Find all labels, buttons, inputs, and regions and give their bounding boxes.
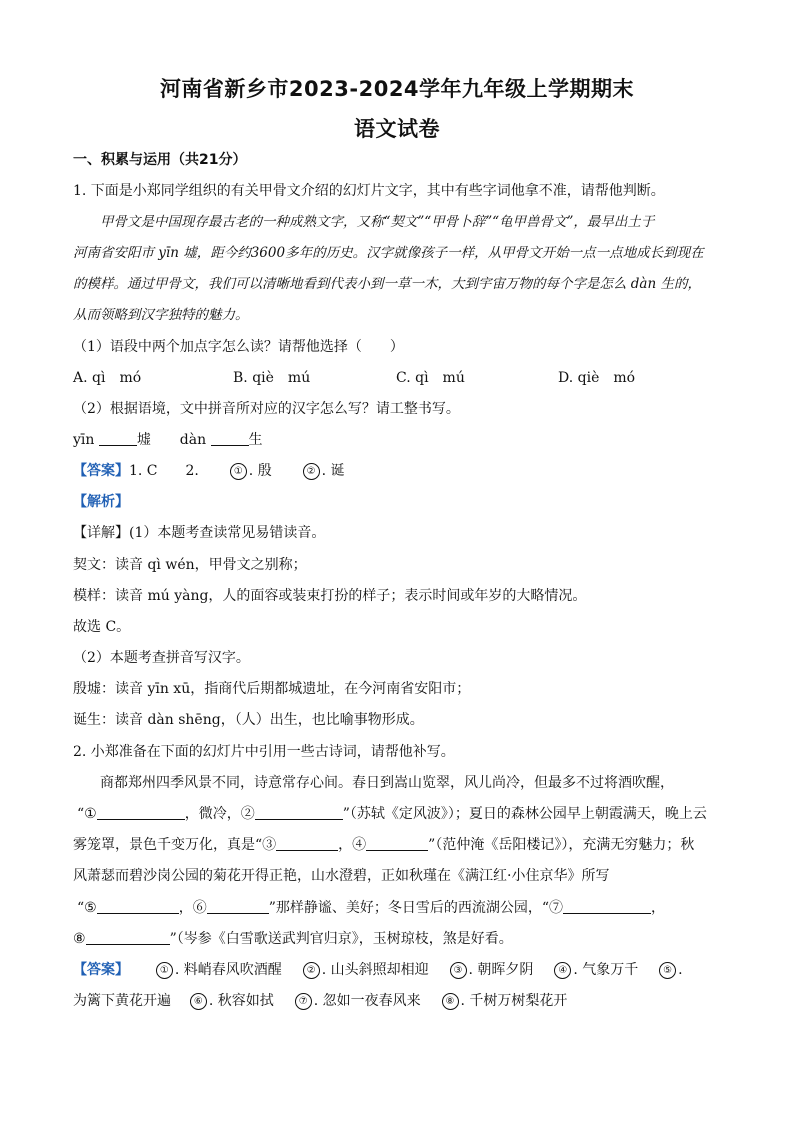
page-subtitle: 语文试卷 xyxy=(354,117,440,141)
answer-tag: 【答案】 xyxy=(73,962,129,978)
q2-text: “① xyxy=(77,806,97,822)
detail-line: （2）本题考查拼音写汉字。 xyxy=(73,650,250,666)
q2-answer xyxy=(73,960,725,980)
answer-tag: 【答案】 xyxy=(73,463,129,479)
fill-a-char: 墟 xyxy=(136,432,151,448)
q2-text: ， xyxy=(651,900,666,916)
blank-3[interactable] xyxy=(276,835,338,851)
q1-passage-line: 从而领略到汉字独特的魅力。 xyxy=(73,307,249,323)
option-b: B. qiè mú xyxy=(233,370,311,386)
answer-item-text: . 秋容如拭 xyxy=(208,993,274,1009)
answer-item xyxy=(450,960,534,980)
answer-item xyxy=(554,960,638,980)
answer-item xyxy=(156,960,282,980)
q1-sub2: （2）根据语境，文中拼音所对应的汉字怎么写？请工整书写。 xyxy=(73,401,460,417)
circled-number: ⑤ xyxy=(659,962,676,979)
answer-item xyxy=(303,960,429,980)
q2-stem: 2. 小郑准备在下面的幻灯片中引用一些古诗词，请帮他补写。 xyxy=(73,744,455,760)
q1-passage-line: 的模样。通过甲骨文，我们可以清晰地看到代表小到一草一木，大到宇宙万物的每个字是怎么 dàn 生的， xyxy=(73,276,701,292)
answer-item-text: . 山头斜照却相迎 xyxy=(321,962,429,978)
answer-text: 1. C 2. xyxy=(129,463,199,479)
blank-8[interactable] xyxy=(86,929,170,945)
circled-number: ① xyxy=(230,463,247,480)
answer-item-text: . 气象万千 xyxy=(573,962,639,978)
section-heading: 一、积累与运用（共21分） xyxy=(73,152,247,168)
option-d: D. qiè mó xyxy=(558,370,636,386)
circled-number: ① xyxy=(156,962,173,979)
answer-item-text: . xyxy=(678,962,683,978)
q2-text: ，微冷，② xyxy=(184,806,255,822)
answer-item xyxy=(295,991,421,1011)
fill-b-blank[interactable] xyxy=(211,430,249,446)
circled-number: ⑥ xyxy=(190,993,207,1010)
detail-line: 故选 C。 xyxy=(73,619,131,635)
q1-passage-line: 甲骨文是中国现存最古老的一种成熟文字，又称“契文”“甲骨卜辞”“龟甲兽骨文”，最早出土于 xyxy=(100,214,655,230)
fill-a-pinyin: yīn xyxy=(73,432,95,448)
q2-text: ”（岑参《白雪歌送武判官归京》，玉树琼枝，煞是好看。 xyxy=(169,931,513,947)
answer-item-text: . 诞 xyxy=(321,463,345,479)
analysis-tag: 【解析】 xyxy=(73,494,129,510)
answer-item xyxy=(303,461,345,481)
q1-answer xyxy=(73,461,725,481)
detail-line: 契文：读音 qì wén，甲骨文之别称； xyxy=(73,557,307,573)
q2-answer-cont xyxy=(73,991,725,1011)
circled-number: ② xyxy=(303,463,320,480)
page-title: 河南省新乡市2023-2024学年九年级上学期期末 xyxy=(159,77,635,101)
q2-text: 雾笼罩，景色千变万化，真是“③ xyxy=(73,837,277,853)
option-c: C. qì mú xyxy=(396,370,465,386)
circled-number: ② xyxy=(303,962,320,979)
fill-a-blank[interactable] xyxy=(99,430,137,446)
q2-text: ”那样静谧、美好；冬日雪后的西流湖公园，“⑦ xyxy=(268,900,564,916)
circled-number: ③ xyxy=(450,962,467,979)
blank-6[interactable] xyxy=(207,898,269,914)
q1-fill-line xyxy=(73,430,725,450)
fill-b-pinyin: dàn xyxy=(179,432,207,448)
q1-stem: 1. 下面是小郑同学组织的有关甲骨文介绍的幻灯片文字，其中有些字词他拿不准，请帮他判断。 xyxy=(73,183,665,199)
q2-text: ”（苏轼《定风波》）；夏日的森林公园早上朝霞满天，晚上云 xyxy=(342,806,707,822)
blank-2[interactable] xyxy=(255,804,343,820)
answer-item-text: . 朝晖夕阴 xyxy=(468,962,534,978)
blank-1[interactable] xyxy=(97,804,185,820)
q2-text-line xyxy=(77,804,729,824)
answer-item xyxy=(659,960,682,980)
q2-text-line xyxy=(73,835,725,855)
circled-number: ⑧ xyxy=(442,993,459,1010)
q2-text: ”（范仲淹《岳阳楼记》），充满无穷魅力；秋 xyxy=(428,837,695,853)
blank-5[interactable] xyxy=(97,898,179,914)
q1-sub1: （1）语段中两个加点字怎么读？请帮他选择（ ） xyxy=(73,339,404,355)
detail-line: 殷墟：读音 yīn xū，指商代后期都城遗址，在今河南省安阳市； xyxy=(73,681,471,697)
detail-line: 模样：读音 mú yàng，人的面容或装束打扮的样子；表示时间或年岁的大略情况。 xyxy=(73,588,587,604)
q2-text: ⑧ xyxy=(73,931,86,947)
detail-line: 诞生：读音 dàn shēng，（人）出生，也比喻事物形成。 xyxy=(73,712,424,728)
q2-text: “⑤ xyxy=(77,900,97,916)
q1-passage-line: 河南省安阳市 yīn 墟，距今约3600多年的历史。汉字就像孩子一样，从甲骨文开始一点一点地成长到现在 xyxy=(73,245,704,261)
q2-text-line xyxy=(77,898,729,918)
q2-text-line: 商都郑州四季风景不同，诗意常存心间。春日到嵩山览翠，风儿尚冷，但最多不过将酒吹醒， xyxy=(100,775,674,791)
answer-item xyxy=(190,991,274,1011)
option-a: A. qì mó xyxy=(73,370,142,386)
answer-item-text: . 料峭春风吹酒醒 xyxy=(174,962,282,978)
circled-number: ⑦ xyxy=(295,993,312,1010)
circled-number: ④ xyxy=(554,962,571,979)
q1-options xyxy=(73,368,725,388)
answer-item-text: . 千树万树梨花开 xyxy=(460,993,568,1009)
q2-text-line: 风萧瑟而碧沙岗公园的菊花开得正艳，山水澄碧，正如秋瑾在《满江红·小住京华》所写 xyxy=(73,868,610,884)
answer-item xyxy=(442,991,568,1011)
blank-4[interactable] xyxy=(366,835,428,851)
answer-item xyxy=(230,461,272,481)
q2-text: ，④ xyxy=(338,837,367,853)
answer-item-text: . 忽如一夜春风来 xyxy=(313,993,421,1009)
q2-text: ，⑥ xyxy=(178,900,207,916)
answer-item-text: . 殷 xyxy=(248,463,272,479)
answer-item-text: 为篱下黄花开遍 xyxy=(73,993,171,1009)
blank-7[interactable] xyxy=(563,898,651,914)
detail-line: 【详解】(1）本题考查读常见易错读音。 xyxy=(73,525,326,541)
fill-b-char: 生 xyxy=(248,432,263,448)
q2-text-line xyxy=(73,929,725,949)
